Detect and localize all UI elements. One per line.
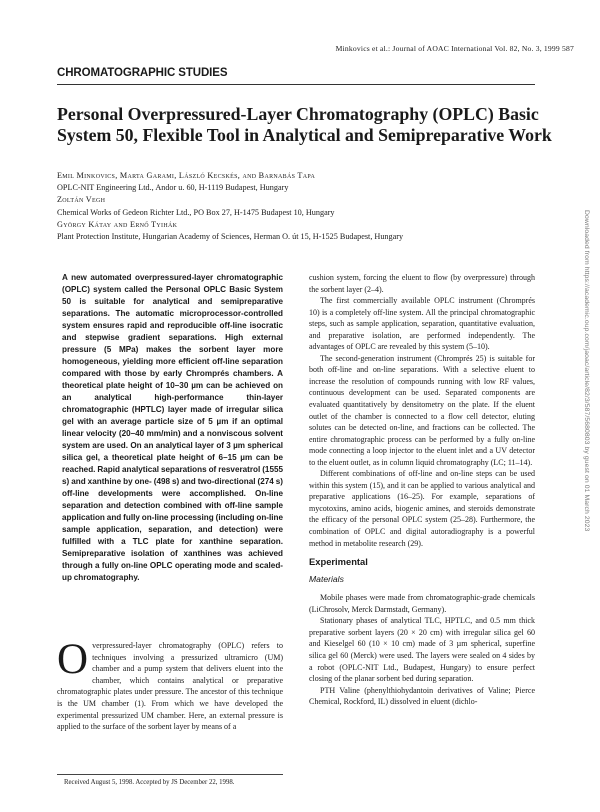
body-paragraph: Mobile phases were made from chromatographic-grade chemicals (LiChrosolv, Merck Darmstadt, Germany).	[309, 593, 535, 614]
body-paragraph: Stationary phases of analytical TLC, HPTLC, and 0.5 mm thick preparative sorbent layers (20 × 20 cm) with irregular silica gel 60 and Kieselgel 60 (10 × 10 cm) made of 3 µm spherical, superfine silica gel 60 (Merck) were used. The layers were sealed on 4 sides by a robot (OPLC-NIT Ltd., Budapest, Hungary) to ensure perfect closing of the planar sorbent bed during separation.	[309, 616, 535, 684]
drop-cap: O	[57, 636, 89, 683]
author-names-3: György Kátay and Ernő Tyihák	[57, 219, 178, 229]
download-watermark-text: Downloaded from https://academic.oup.com/jaoac/article/82/3/587/5680803 by guest on 01 March 2023	[583, 210, 590, 532]
article-title: Personal Overpressured-Layer Chromatography (OPLC) Basic System 50, Flexible Tool in Analytical and Semipreparative Work	[57, 104, 552, 145]
running-head: Minkovics et al.: Journal of AOAC International Vol. 82, No. 3, 1999 587	[335, 44, 574, 53]
footnote-divider	[57, 774, 283, 775]
author-names-1: Emil Minkovics, Marta Garami, László Kecskés, and Barnabás Tapa	[57, 171, 316, 180]
right-column	[309, 272, 535, 708]
received-footnote: Received August 5, 1998. Accepted by JS December 22, 1998.	[64, 779, 235, 786]
author-block	[57, 170, 537, 243]
body-paragraph: PTH Valine (phenylthiohydantoin derivatives of Valine; Pierce Chemical, Rockford, IL) dissolved in eluent (dichlo-	[309, 685, 535, 707]
affiliation-2: Chemical Works of Gedeon Richter Ltd., PO Box 27, H-1475 Budapest 10, Hungary	[57, 207, 335, 217]
materials-heading: Materials	[309, 573, 344, 584]
body-paragraph: The second-generation instrument (Chromprés 25) is suitable for both off-line and on-line separations. With a selective eluent to increase the resolution of compounds running with low RF values, continuous development can be used. Separated components are evaluated quantitatively by densitometry on the plate. If the eluent outlet of the chamber is connected to a flow cell detector, eluting solutes can be detected on-line, and fractions can be collected. The entire chromatographic process can be performed by a fully on-line mode connecting a loop injector to the eluent inlet and a UV detector to the eluent outlet, as in column liquid chromatography (LC; 11–14).	[309, 353, 535, 467]
download-watermark	[568, 210, 596, 590]
affiliation-3: Plant Protection Institute, Hungarian Academy of Sciences, Herman O. út 15, H-1525 Budapest, Hungary	[57, 232, 404, 242]
section-divider	[57, 84, 535, 85]
introduction-text: verpressured-layer chromatography (OPLC) refers to techniques involving a pressurized ultramicro (UM) chamber and a pump system that delivers eluent into the chamber, which contains analytical or preparative chromatographic plates under pressure. The ancestor of this technique is the UM chamber (1). From which we have developed the experimental pressurized UM chamber. Here, an external pressure is applied to the surface of the sorbent layer by means of a	[57, 641, 283, 732]
author-names-2: Zoltán Vegh	[57, 195, 106, 205]
introduction-paragraph	[57, 636, 283, 733]
affiliation-1: OPLC-NIT Engineering Ltd., Andor u. 60, H-1119 Budapest, Hungary	[57, 183, 289, 193]
section-label: CHROMATOGRAPHIC STUDIES	[57, 67, 228, 79]
experimental-heading: Experimental	[309, 556, 368, 568]
body-paragraph: Different combinations of off-line and on-line steps can be used within this system (15), and it can be applied to various analytical and preparative applications (16–25). For example, separations of mycotoxins, amino acids, biogenic amines, and steroids demonstrate the efficacy of the personal OPLC system (25–28). Furthermore, the combination of OPLC and digital autoradiography is a powerful method in metabolite research (29).	[309, 469, 535, 548]
body-paragraph: The first commercially available OPLC instrument (Chromprés 10) is a completely off-line system. All the principal chromatographic steps, such as sample application, separation, quantitative evaluation, and preparative isolation, are performed independently. The advantages of OPLC are revealed by this system (5–10).	[309, 296, 535, 352]
abstract: A new automated overpressured-layer chromatographic (OPLC) system called the Personal OPLC Basic System 50 is suitable for analytical and semipreparative separations. The automatic microprocessor-controlled system ensures rapid and reproducible off-line isocratic and stepwise gradient separations. High external pressure (5 MPa) makes the sorbent layer more homogeneous, yielding more efficient off-line separation compared with those by early Chromprés chambers. A theoretical plate height of 10–30 µm can be achieved on an analytical high-performance thin-layer chromatographic (HPTLC) layer made of irregular silica gel with an average particle size of 5 µm if an optimal linear velocity (20–40 mm/min) and a nonviscous solvent system are used. On an analytical layer of 3 µm spherical silica gel, a theoretical plate height of 6–15 µm can be reached. Rapid analytical separations of resveratrol (1555 s) and xanthine by one- (498 s) and two-directional (274 s) off-line developments were accomplished. On-line separation and detection combined with off-line sample application and fully on-line processing (including on-line sample application, separation, and detection) were fulfilled with a TLC plate for xanthine separation. Semipreparative isolation of xanthines was achieved through a fully on-line OPLC operating mode and scaled-up chromatography.	[62, 273, 283, 582]
body-paragraph: cushion system, forcing the eluent to flow (by overpressure) through the sorbent layer (2–4).	[309, 273, 535, 294]
